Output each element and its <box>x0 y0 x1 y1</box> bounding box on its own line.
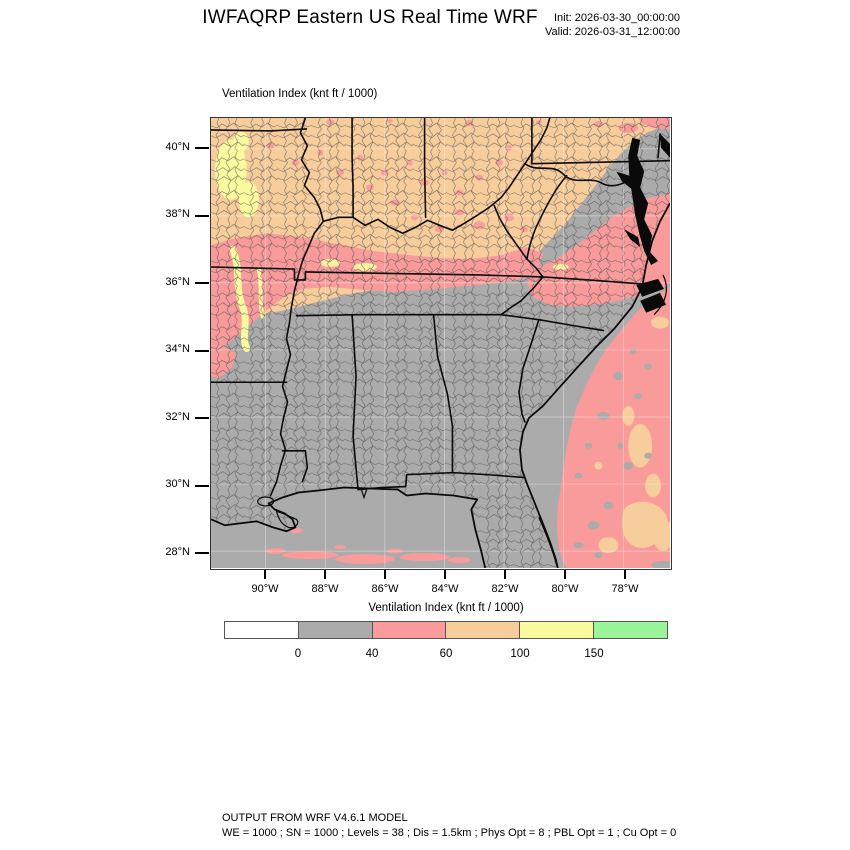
lon-tick <box>324 570 326 579</box>
lon-tick <box>264 570 266 579</box>
lon-tick <box>564 570 566 579</box>
lon-label: 88°W <box>311 583 339 595</box>
colorbar-tick-label: 40 <box>365 648 379 660</box>
colorbar-tick-label: 0 <box>294 648 302 660</box>
lon-tick <box>624 570 626 579</box>
colorbar-swatch <box>520 622 594 638</box>
lon-label: 78°W <box>611 583 639 595</box>
lon-label: 86°W <box>371 583 399 595</box>
colorbar-swatch <box>299 622 373 638</box>
colorbar-swatch <box>594 622 667 638</box>
lat-tick <box>195 350 209 352</box>
lat-tick <box>195 147 209 149</box>
lon-tick <box>384 570 386 579</box>
lat-label: 32°N <box>165 411 190 423</box>
lon-label: 80°W <box>551 583 579 595</box>
lat-label: 34°N <box>165 343 190 355</box>
page-title: IWFAQRP Eastern US Real Time WRF <box>202 7 538 28</box>
lat-tick <box>195 552 209 554</box>
init-time-label: Init: 2026-03-30_00:00:00 <box>554 12 680 24</box>
lon-label: 82°W <box>491 583 519 595</box>
colorbar-title: Ventilation Index (knt ft / 1000) <box>368 602 524 614</box>
lat-tick <box>195 485 209 487</box>
footer-model-line: OUTPUT FROM WRF V4.6.1 MODEL <box>222 812 408 824</box>
footer-config-line: WE = 1000 ; SN = 1000 ; Levels = 38 ; Dis = 1.5km ; Phys Opt = 8 ; PBL Opt = 1 ; Cu Opt = 0 <box>222 826 677 839</box>
lon-label: 84°W <box>431 583 459 595</box>
map-subtitle: Ventilation Index (knt ft / 1000) <box>222 88 378 100</box>
colorbar <box>224 621 668 639</box>
colorbar-tick-label: 150 <box>584 648 604 660</box>
lon-tick <box>504 570 506 579</box>
lat-label: 36°N <box>165 276 190 288</box>
lon-label: 90°W <box>251 583 279 595</box>
lat-label: 40°N <box>165 141 190 153</box>
lat-tick <box>195 417 209 419</box>
footer <box>222 811 676 840</box>
lat-label: 28°N <box>165 546 190 558</box>
lat-label: 30°N <box>165 478 190 490</box>
lat-label: 38°N <box>165 208 190 220</box>
lat-tick <box>195 282 209 284</box>
run-times <box>480 11 680 39</box>
colorbar-tick-label: 60 <box>439 648 453 660</box>
valid-time-label: Valid: 2026-03-31_12:00:00 <box>545 26 680 38</box>
lat-tick <box>195 215 209 217</box>
lon-tick <box>444 570 446 579</box>
wrf-map <box>211 118 670 568</box>
map-panel <box>210 117 672 570</box>
colorbar-tick-label: 100 <box>510 648 530 660</box>
colorbar-swatch <box>225 622 299 638</box>
colorbar-swatch <box>446 622 520 638</box>
colorbar-swatch <box>373 622 447 638</box>
